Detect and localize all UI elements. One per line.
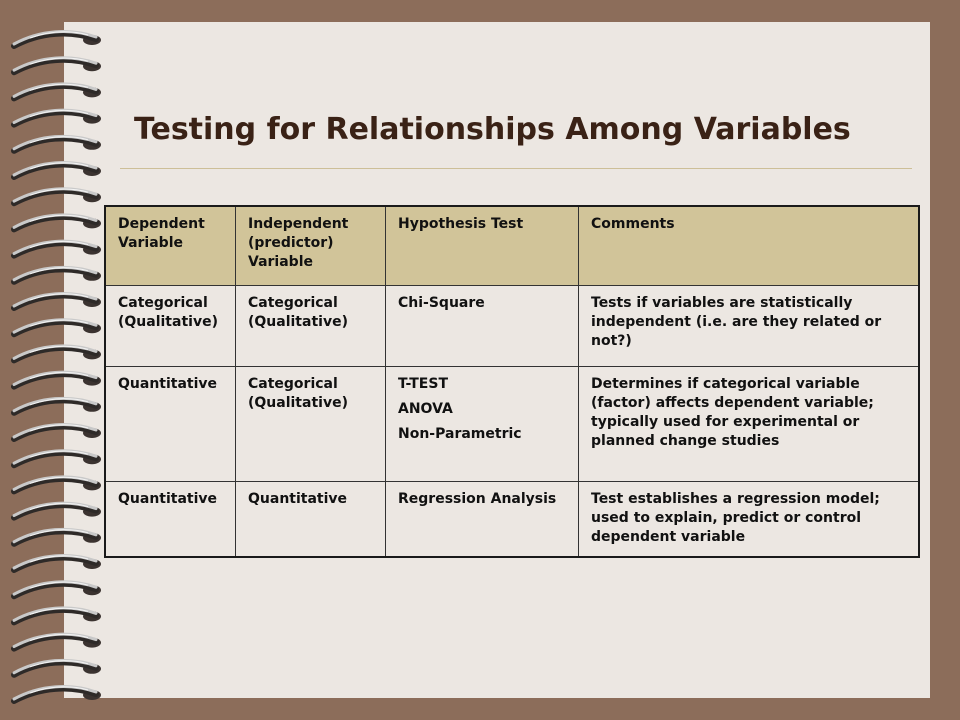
binding-ring (14, 398, 101, 412)
binding-ring (14, 346, 101, 360)
binding-ring (14, 451, 101, 465)
binding-ring (14, 294, 101, 308)
binding-ring (14, 136, 101, 150)
binding-ring (14, 32, 101, 46)
binding-ring (14, 556, 101, 570)
binding-ring (14, 110, 101, 124)
binding-ring (14, 634, 101, 648)
binding-ring (14, 215, 101, 229)
cell-dependent: Quantitative (105, 367, 236, 482)
title-divider (120, 168, 912, 169)
binding-ring (14, 84, 101, 98)
cell-hypothesis-test (386, 367, 579, 482)
page-title: Testing for Relationships Among Variables (134, 112, 851, 147)
binding-ring (14, 660, 101, 674)
cell-hypothesis-test (386, 286, 579, 367)
binding-ring (14, 529, 101, 543)
binding-ring (14, 503, 101, 517)
header-hypothesis-test: Hypothesis Test (386, 206, 579, 286)
test-name: Non-Parametric (398, 426, 522, 442)
header-comments: Comments (579, 206, 920, 286)
cell-independent: Quantitative (236, 482, 386, 558)
binding-ring (14, 372, 101, 386)
binding-ring (14, 320, 101, 334)
cell-comments: Tests if variables are statistically independent (i.e. are they related or not?) (579, 286, 920, 367)
binding-ring (14, 267, 101, 281)
header-independent-variable: Independent (predictor) Variable (236, 206, 386, 286)
binding-ring (14, 241, 101, 255)
binding-ring (14, 477, 101, 491)
binding-ring (14, 189, 101, 203)
binding-ring (14, 425, 101, 439)
cell-comments: Test establishes a regression model; used to explain, predict or control dependent variable (579, 482, 920, 558)
cell-dependent: Quantitative (105, 482, 236, 558)
cell-hypothesis-test (386, 482, 579, 558)
test-name: Chi-Square (398, 295, 485, 311)
test-name: ANOVA (398, 401, 453, 417)
binding-ring (14, 687, 101, 701)
cell-dependent: Categorical (Qualitative) (105, 286, 236, 367)
binding-ring (14, 582, 101, 596)
cell-independent: Categorical (Qualitative) (236, 367, 386, 482)
spiral-binding (0, 0, 120, 720)
cell-independent: Categorical (Qualitative) (236, 286, 386, 367)
table-row (105, 367, 919, 482)
binding-ring (14, 163, 101, 177)
header-dependent-variable: Dependent Variable (105, 206, 236, 286)
table-row (105, 286, 919, 367)
relationships-table (104, 205, 920, 558)
table-header-row (105, 206, 919, 286)
cell-comments: Determines if categorical variable (factor) affects dependent variable; typically used for experimental or planned change studies (579, 367, 920, 482)
test-name: T-TEST (398, 376, 448, 392)
binding-ring (14, 608, 101, 622)
test-name: Regression Analysis (398, 491, 557, 507)
table-row (105, 482, 919, 558)
binding-ring (14, 58, 101, 72)
